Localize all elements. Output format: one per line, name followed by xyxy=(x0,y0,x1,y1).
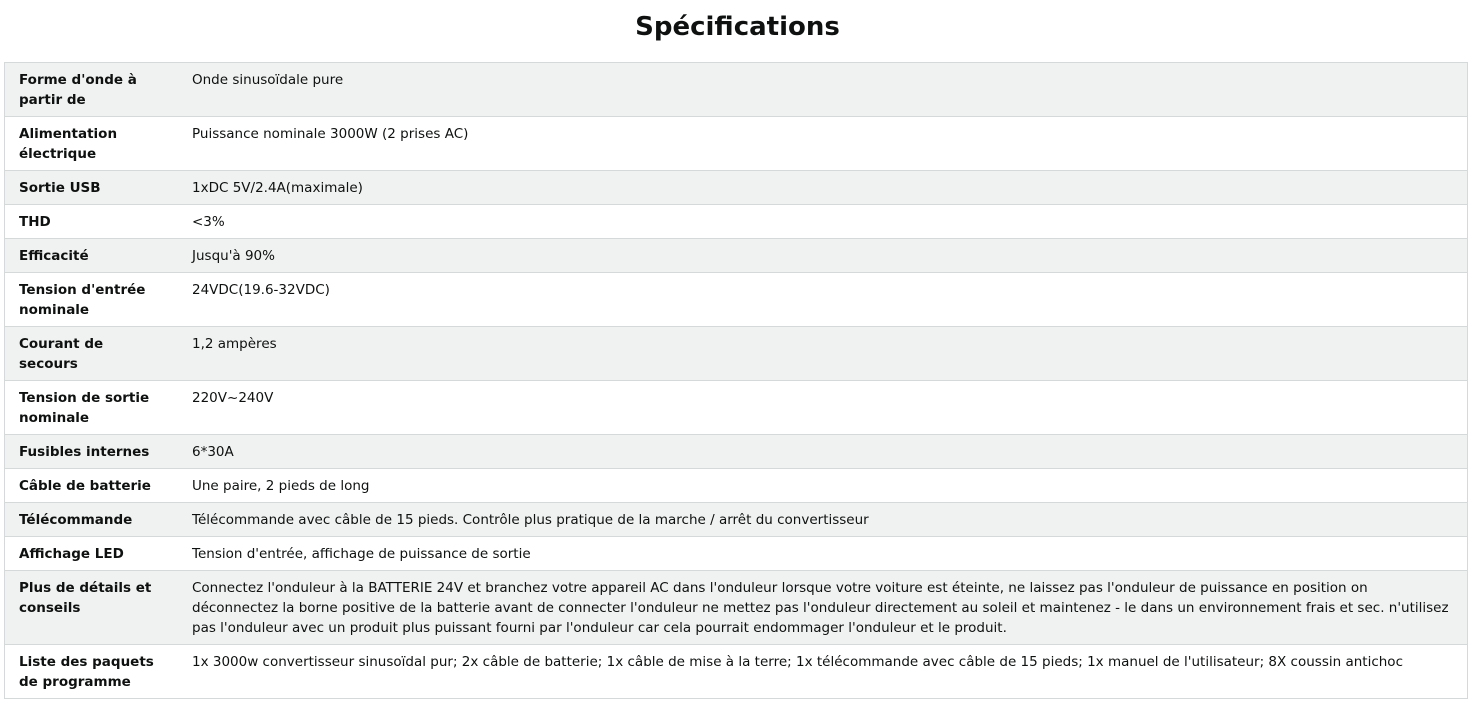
table-row xyxy=(5,171,1468,205)
table-row xyxy=(5,645,1468,699)
table-row xyxy=(5,117,1468,171)
spec-label: Affichage LED xyxy=(5,537,179,571)
table-row xyxy=(5,327,1468,381)
table-row xyxy=(5,205,1468,239)
spec-label: Forme d'onde à partir de xyxy=(5,63,179,117)
table-row xyxy=(5,469,1468,503)
spec-label: Efficacité xyxy=(5,239,179,273)
spec-label: THD xyxy=(5,205,179,239)
spec-value: Tension d'entrée, affichage de puissance de sortie xyxy=(178,537,1468,571)
spec-value: Puissance nominale 3000W (2 prises AC) xyxy=(178,117,1468,171)
spec-value: 1,2 ampères xyxy=(178,327,1468,381)
spec-label: Courant de secours xyxy=(5,327,179,381)
table-row xyxy=(5,239,1468,273)
page-title: Spécifications xyxy=(635,12,840,42)
spec-label: Tension d'entrée nominale xyxy=(5,273,179,327)
spec-label: Plus de détails et conseils xyxy=(5,571,179,645)
table-row xyxy=(5,273,1468,327)
spec-value: 24VDC(19.6-32VDC) xyxy=(178,273,1468,327)
spec-label: Télécommande xyxy=(5,503,179,537)
spec-value: Connectez l'onduleur à la BATTERIE 24V et branchez votre appareil AC dans l'onduleur lorsque votre voiture est éteinte, ne laissez pas l'onduleur de puissance en position on déconnectez la borne positive de la batterie avant de connecter l'onduleur ne mettez pas l'onduleur directement au soleil et maintenez - le dans un environnement frais et sec. n'utilisez pas l'onduleur avec un produit plus puissant fourni par l'onduleur car cela pourrait endommager l'onduleur et le produit. xyxy=(178,571,1468,645)
spec-value: 6*30A xyxy=(178,435,1468,469)
spec-value: Une paire, 2 pieds de long xyxy=(178,469,1468,503)
spec-value: Télécommande avec câble de 15 pieds. Contrôle plus pratique de la marche / arrêt du convertisseur xyxy=(178,503,1468,537)
table-row xyxy=(5,381,1468,435)
spec-value: 220V~240V xyxy=(178,381,1468,435)
spec-label: Sortie USB xyxy=(5,171,179,205)
table-row xyxy=(5,571,1468,645)
table-row xyxy=(5,435,1468,469)
table-row xyxy=(5,503,1468,537)
spec-label: Fusibles internes xyxy=(5,435,179,469)
spec-label: Alimentation électrique xyxy=(5,117,179,171)
table-row xyxy=(5,537,1468,571)
spec-value: Jusqu'à 90% xyxy=(178,239,1468,273)
spec-value: 1xDC 5V/2.4A(maximale) xyxy=(178,171,1468,205)
spec-value: Onde sinusoïdale pure xyxy=(178,63,1468,117)
spec-label: Tension de sortie nominale xyxy=(5,381,179,435)
spec-table xyxy=(4,62,1468,699)
spec-value: <3% xyxy=(178,205,1468,239)
spec-label: Liste des paquets de programme xyxy=(5,645,179,699)
spec-label: Câble de batterie xyxy=(5,469,179,503)
table-row xyxy=(5,63,1468,117)
spec-value: 1x 3000w convertisseur sinusoïdal pur; 2x câble de batterie; 1x câble de mise à la terre; 1x télécommande avec câble de 15 pieds; 1x manuel de l'utilisateur; 8X coussin antichoc xyxy=(178,645,1468,699)
